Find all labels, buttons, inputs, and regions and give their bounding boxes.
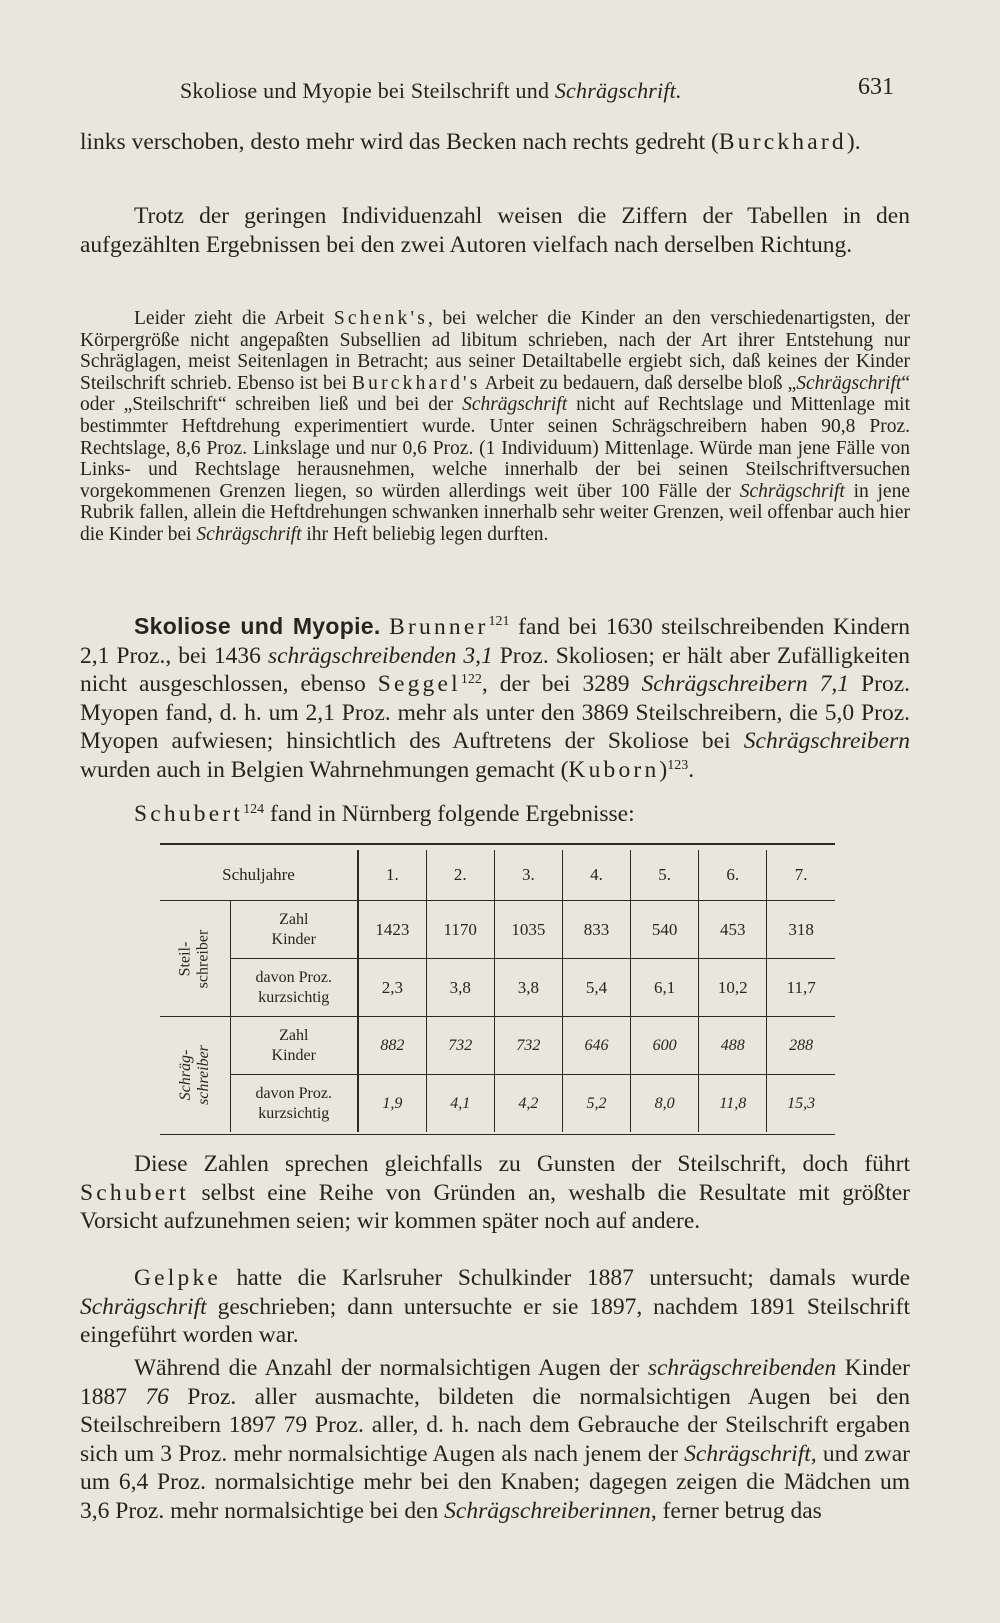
table-row (160, 959, 835, 1017)
table-cell: 1,9 (358, 1075, 426, 1133)
table-row (160, 1017, 835, 1075)
table-cell: 6,1 (631, 959, 699, 1017)
group-label: Schräg- schreiber (160, 1017, 230, 1133)
table-cell: 1035 (494, 901, 562, 959)
year-header: 4. (562, 850, 630, 901)
author-name: Brunner (389, 614, 489, 640)
author-name: Schenk's (333, 308, 428, 329)
paragraph-5: Schubert$^{124}$ fand in Nürnberg folgende Ergebnisse: (134, 801, 635, 827)
table-cell: 488 (699, 1017, 767, 1075)
table-cell: 600 (631, 1017, 699, 1075)
table-cell: 453 (699, 901, 767, 959)
paragraph-7: Gelpke hatte die Karlsruher Schulkinder 1887 untersucht; damals wurde Schrägschrift geschrieben; dann untersuchte er sie 1897, nachdem 1891 Steilschrift eingeführt worden war. (80, 1265, 910, 1348)
table-cell: 2,3 (358, 959, 426, 1017)
table-cell: 540 (631, 901, 699, 959)
table-cell: 646 (562, 1017, 630, 1075)
paragraph-8: Während die Anzahl der normalsichtigen Augen der schrägschreibenden Kinder 1887 76 Proz. aller ausmachte, bildeten die normalsichtigen Augen bei den Steilschreibern 1897 79 Proz. aller, d. h. nach dem Gebrauche der Steilschrift ergaben sich um 3 Proz. mehr normalsichtige Augen als nach jenem der Schrägschrift, und zwar um 6,4 Proz. normalsichtige mehr bei den Knaben; dagegen zeigen die Mädchen um 3,6 Proz. mehr normalsichtige bei den Schrägschreiberinnen, ferner betrug das (80, 1355, 911, 1524)
year-header: 2. (426, 850, 494, 901)
results-table (160, 850, 835, 1132)
table-cell: 833 (562, 901, 630, 959)
paragraph-3-small: Leider zieht die Arbeit Schenk's, bei welcher die Kinder an den verschiedenartigsten, der Körpergröße nicht angepaßten Subsellien ad libitum schrieben, nach der Art ihrer Entstehung nur Schräglagen, meist Seitenlagen in Betracht; aus seiner Detailtabelle ergiebt sich, daß keines der Kinder Steilschrift schrieb. Ebenso ist bei Burckhard's Arbeit zu bedauern, daß derselbe bloß „Schrägschrift“ oder „Steilschrift“ schreiben ließ und bei der Schrägschrift nicht auf Rechtslage und Mittenlage mit bestimmter Heftdrehung experimentiert wurde. Unter seinen Schrägschreibern haben 90,8 Proz. Rechtslage, 8,6 Proz. Linkslage und nur 0,6 Proz. (1 Individuum) Mittenlage. Würde man jene Fälle von Links- und Rechtslage herausnehmen, welche innerhalb der bei seinen Steilschriftversuchen vorgekommenen Grenzen liegen, so würden allerdings weit über 100 Fälle der Schrägschrift in jene Rubrik fallen, allein die Heftdrehungen schwanken innerhalb sehr weiter Grenzen, weil offenbar auch hier die Kinder bei Schrägschrift ihr Heft beliebig legen durften. (80, 308, 911, 545)
table-row (160, 901, 835, 959)
table-cell: 1423 (358, 901, 426, 959)
table-cell: 15,3 (787, 1094, 816, 1112)
table-row (160, 1075, 835, 1133)
group-label: Steil- schreiber (160, 901, 230, 1017)
table-cell: 318 (767, 901, 835, 959)
paragraph-4: Skoliose und Myopie. Brunner$^{121}$ fand bei 1630 steilschreibenden Kindern 2,1 Proz., bei 1436 schrägschreibenden 3,1 Proz. Skoliosen; er hält aber Zufälligkeiten nicht ausgeschlossen, ebenso Seggel$^{122}$, der bei 3289 Schrägschreibern 7,1 Proz. Myopen fand, d. h. um 2,1 Proz. mehr als unter den 3869 Steilschreibern, die 5,0 Proz. Myopen aufwiesen; hinsichtlich des Auftretens der Skoliose bei Schrägschreibern wurden auch in Belgien Wahrnehmungen gemacht (Kuborn)$^{123}$. (80, 613, 911, 783)
row-label: davon Proz. kurzsichtig (230, 1075, 358, 1133)
page-number: 631 (858, 74, 894, 100)
table-cell: 1170 (426, 901, 494, 959)
table-cell: 11,8 (699, 1075, 767, 1133)
year-header: 7. (767, 850, 835, 901)
author-name: Kuborn (568, 756, 660, 783)
row-label: Zahl Kinder (230, 901, 358, 959)
author-name: Burckhard's (351, 372, 481, 394)
table-cell: 882 (358, 1017, 426, 1075)
row-label: davon Proz. kurzsichtig (230, 959, 358, 1017)
table-cell: 4,1 (426, 1075, 494, 1133)
year-header: 5. (631, 850, 699, 901)
running-header (180, 72, 894, 108)
paragraph-1: links verschoben, desto mehr wird das Becken nach rechts gedreht (Burckhard). (80, 129, 861, 155)
table-cell: 3,8 (494, 959, 562, 1017)
table-bottom-rule (160, 1134, 835, 1135)
author-name: Schubert (134, 801, 244, 827)
table-cell: 288 (767, 1017, 835, 1075)
author-name: Gelpke (134, 1265, 222, 1291)
table-cell: 732 (426, 1017, 494, 1075)
table-cell: 4,2 (494, 1075, 562, 1133)
header-label: Schuljahre (160, 850, 358, 901)
table-top-rule (160, 843, 835, 845)
year-header: 1. (358, 850, 426, 901)
table-cell: 8,0 (631, 1075, 699, 1133)
table-cell: 10,2 (699, 959, 767, 1017)
table-cell: 3,8 (426, 959, 494, 1017)
running-title: Skoliose und Myopie bei Steilschrift und Schrägschrift. (180, 78, 682, 103)
table-cell: 11,7 (767, 959, 835, 1017)
author-name: Schubert (80, 1179, 190, 1206)
author-name: Burckhard (718, 129, 847, 155)
section-heading: Skoliose und Myopie. (134, 613, 381, 639)
table-cell: 5,4 (562, 959, 630, 1017)
year-header: 3. (494, 850, 562, 901)
paragraph-2: Trotz der geringen Individuenzahl weisen die Ziffern der Tabellen in den aufgezählten Ergebnissen bei den zwei Autoren vielfach nach derselben Richtung. (80, 203, 910, 258)
table-header-row (160, 850, 835, 901)
row-label: Zahl Kinder (230, 1017, 358, 1075)
paragraph-6: Diese Zahlen sprechen gleichfalls zu Gunsten der Steilschrift, doch führt Schubert selbst eine Reihe von Gründen an, weshalb die Resultate mit größter Vorsicht aufzunehmen seien; wir kommen später noch auf andere. (80, 1151, 910, 1234)
table-cell: 5,2 (562, 1075, 630, 1133)
author-name: Seggel (377, 671, 461, 697)
table-cell: 732 (494, 1017, 562, 1075)
year-header: 6. (699, 850, 767, 901)
